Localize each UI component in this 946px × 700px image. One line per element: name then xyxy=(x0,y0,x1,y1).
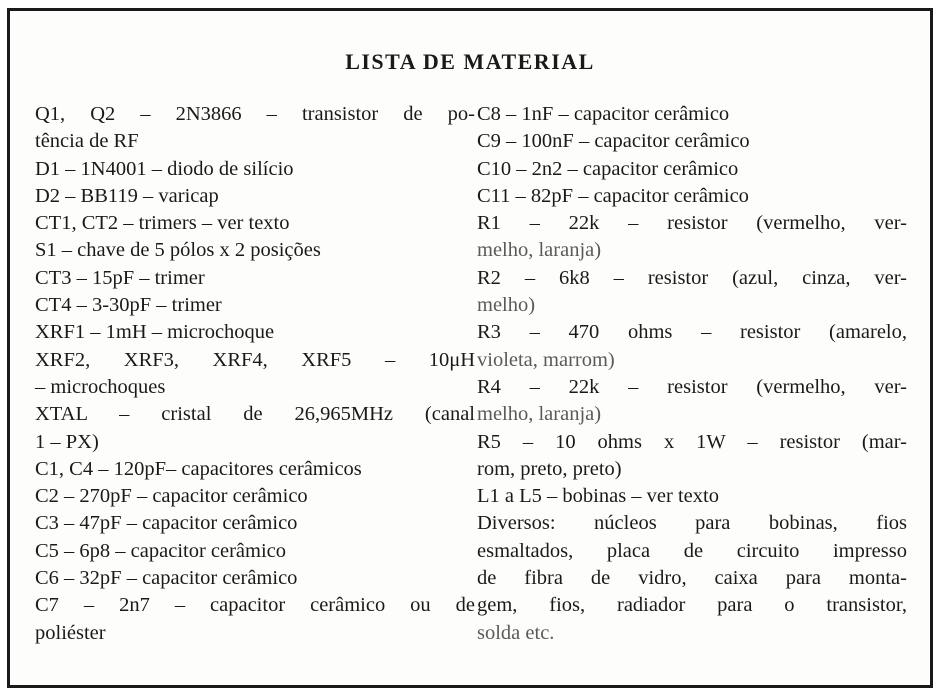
list-line: XTAL – cristal de 26,965MHz (canal xyxy=(35,403,475,426)
list-line: C9 – 100nF – capacitor cerâmico xyxy=(477,130,750,153)
list-line: CT3 – 15pF – trimer xyxy=(35,266,205,289)
list-line: C2 – 270pF – capacitor cerâmico xyxy=(35,485,308,508)
list-line: R2 – 6k8 – resistor (azul, cinza, ver- xyxy=(477,266,907,289)
list-line: gem, fios, radiador para o transistor, xyxy=(477,594,907,617)
list-line: melho, laranja) xyxy=(477,403,602,426)
list-line: C11 – 82pF – capacitor cerâmico xyxy=(477,184,749,207)
list-line: Q1, Q2 – 2N3866 – transistor de po- xyxy=(35,103,475,125)
list-line: C6 – 32pF – capacitor cerâmico xyxy=(35,567,298,590)
left-column xyxy=(35,101,475,647)
list-line: Diversos: núcleos para bobinas, fios xyxy=(477,512,907,535)
list-line: solda etc. xyxy=(477,621,555,644)
list-line: XRF1 – 1mH – microchoque xyxy=(35,321,275,344)
list-line: XRF2, XRF3, XRF4, XRF5 – 10μH xyxy=(35,348,475,371)
list-line: C5 – 6p8 – capacitor cerâmico xyxy=(35,539,287,562)
list-line: poliéster xyxy=(35,621,106,644)
list-line: rom, preto, preto) xyxy=(477,457,622,480)
list-line: R4 – 22k – resistor (vermelho, ver- xyxy=(477,375,907,398)
list-line: C3 – 47pF – capacitor cerâmico xyxy=(35,512,298,535)
list-line: – microchoques xyxy=(35,375,166,398)
list-line: de fibra de vidro, caixa para monta- xyxy=(477,567,907,590)
list-line: CT1, CT2 – trimers – ver texto xyxy=(35,212,290,235)
list-line: violeta, marrom) xyxy=(477,348,615,371)
right-column xyxy=(477,101,907,647)
list-line: tência de RF xyxy=(35,130,139,153)
list-line: R3 – 470 ohms – resistor (amarelo, xyxy=(477,321,907,344)
list-title: LISTA DE MATERIAL xyxy=(345,49,595,74)
list-line: S1 – chave de 5 pólos x 2 posições xyxy=(35,239,321,262)
list-line: C8 – 1nF – capacitor cerâmico xyxy=(477,103,730,125)
list-line: C1, C4 – 120pF– capacitores cerâmicos xyxy=(35,457,362,480)
list-line: esmaltados, placa de circuito impresso xyxy=(477,539,907,562)
list-line: melho) xyxy=(477,294,536,317)
list-line: CT4 – 3-30pF – trimer xyxy=(35,294,222,317)
list-line: D2 – BB119 – varicap xyxy=(35,184,219,207)
list-line: R5 – 10 ohms x 1W – resistor (mar- xyxy=(477,430,907,453)
list-line: C7 – 2n7 – capacitor cerâmico ou de xyxy=(35,594,475,617)
list-line: melho, laranja) xyxy=(477,239,602,262)
list-line: R1 – 22k – resistor (vermelho, ver- xyxy=(477,212,907,235)
list-line: 1 – PX) xyxy=(35,430,99,453)
list-line: C10 – 2n2 – capacitor cerâmico xyxy=(477,157,739,180)
list-line: L1 a L5 – bobinas – ver texto xyxy=(477,485,719,508)
list-line: D1 – 1N4001 – diodo de silício xyxy=(35,157,294,180)
